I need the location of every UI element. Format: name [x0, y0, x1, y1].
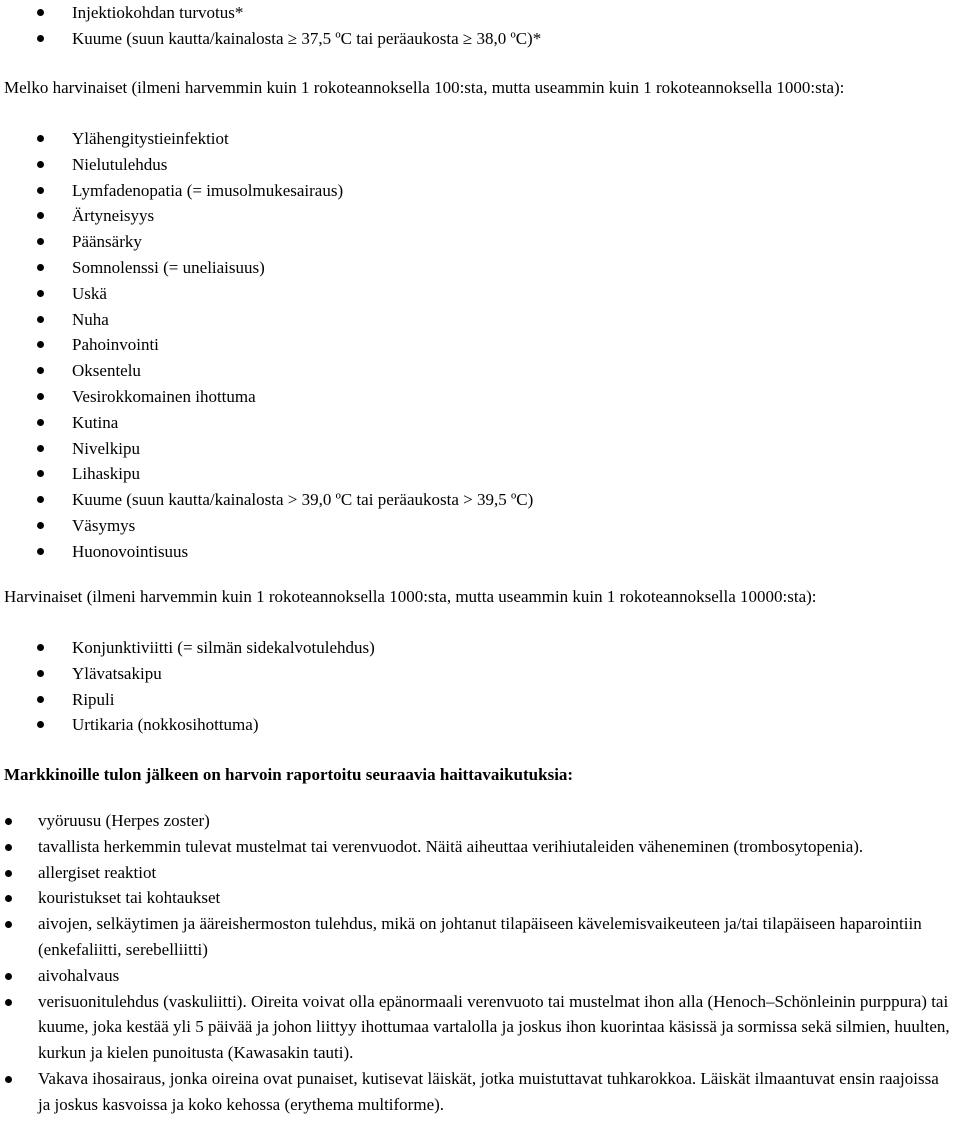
bullet-icon [37, 316, 44, 323]
list-item: Nielutulehdus [0, 152, 533, 178]
list-item: Lihaskipu [0, 461, 533, 487]
bullet-icon [5, 844, 12, 851]
bullet-icon [37, 721, 44, 728]
list-item: Huonovointisuus [0, 539, 533, 565]
bullet-icon [37, 187, 44, 194]
bullet-icon [5, 921, 12, 928]
postmarketing-side-effects-list [0, 808, 960, 1118]
bullet-icon [37, 445, 44, 452]
list-item: Ylähengitystieinfektiot [0, 126, 533, 152]
list-item: Kuume (suun kautta/kainalosta ≥ 37,5 ºC tai peräaukosta ≥ 38,0 ºC)* [0, 26, 541, 52]
list-item: Kuume (suun kautta/kainalosta > 39,0 ºC tai peräaukosta > 39,5 ºC) [0, 487, 533, 513]
list-item: Pahoinvointi [0, 332, 533, 358]
bullet-icon [37, 341, 44, 348]
list-item: Kutina [0, 410, 533, 436]
list-item: Urtikaria (nokkosihottuma) [0, 712, 375, 738]
bullet-icon [5, 818, 12, 825]
bullet-icon [37, 238, 44, 245]
bullet-icon [37, 393, 44, 400]
bullet-icon [37, 644, 44, 651]
rare-frequency-heading: Harvinaiset (ilmeni harvemmin kuin 1 rokoteannoksella 1000:sta, mutta useammin kuin 1 rokoteannoksella 10000:sta): [4, 587, 817, 606]
list-item: tavallista herkemmin tulevat mustelmat tai verenvuodot. Näitä aiheuttaa verihiutaleiden väheneminen (trombosytopenia). [0, 834, 960, 860]
list-item: Nivelkipu [0, 436, 533, 462]
list-item: Väsymys [0, 513, 533, 539]
postmarketing-heading: Markkinoille tulon jälkeen on harvoin raportoitu seuraavia haittavaikutuksia: [4, 765, 574, 784]
bullet-icon [37, 135, 44, 142]
list-item: Lymfadenopatia (= imusolmukesairaus) [0, 178, 533, 204]
bullet-icon [37, 696, 44, 703]
bullet-icon [5, 1076, 12, 1083]
uncommon-frequency-heading: Melko harvinaiset (ilmeni harvemmin kuin 1 rokoteannoksella 100:sta, mutta useammin kuin 1 rokoteannoksella 1000:sta): [4, 78, 845, 97]
list-item: Konjunktiviitti (= silmän sidekalvotulehdus) [0, 635, 375, 661]
list-item: Vakava ihosairaus, jonka oireina ovat punaiset, kutisevat läiskät, jotka muistuttavat tuhkarokkoa. Läiskät ilmaantuvat ensin raajoissa ja joskus kasvoissa ja koko kehossa (erythema multiforme). [0, 1066, 960, 1118]
bullet-icon [5, 999, 12, 1006]
bullet-icon [37, 264, 44, 271]
bullet-icon [37, 161, 44, 168]
bullet-icon [37, 548, 44, 555]
list-item: Oksentelu [0, 358, 533, 384]
bullet-icon [37, 290, 44, 297]
list-item: Ripuli [0, 687, 375, 713]
list-item: Somnolenssi (= uneliaisuus) [0, 255, 533, 281]
list-item: verisuonitulehdus (vaskuliitti). Oireita voivat olla epänormaali verenvuoto tai mustelmat ihon alla (Henoch–Schönleinin purppura) tai kuume, joka kestää yli 5 päivää ja johon liittyy ihottumaa vartalolla ja joskus ihon kuorintaa käsissä ja sormissa sekä silmien, huulten, kurkun ja kielen punoitusta (Kawasakin tauti). [0, 989, 960, 1066]
list-item: allergiset reaktiot [0, 860, 960, 886]
uncommon-side-effects-list [0, 126, 533, 565]
list-item: vyöruusu (Herpes zoster) [0, 808, 960, 834]
bullet-icon [37, 9, 44, 16]
list-item: Nuha [0, 307, 533, 333]
bullet-icon [37, 670, 44, 677]
bullet-icon [37, 212, 44, 219]
list-item: aivohalvaus [0, 963, 960, 989]
bullet-icon [37, 470, 44, 477]
list-item: Uskä [0, 281, 533, 307]
bullet-icon [5, 973, 12, 980]
bullet-icon [37, 419, 44, 426]
side-effects-list-top [0, 0, 541, 52]
list-item: aivojen, selkäytimen ja ääreishermoston tulehdus, mikä on johtanut tilapäiseen kävelemisvaikeuteen ja/tai tilapäiseen haparointiin (enkefaliitti, serebelliitti) [0, 911, 960, 963]
bullet-icon [37, 35, 44, 42]
list-item: Ylävatsakipu [0, 661, 375, 687]
bullet-icon [37, 522, 44, 529]
list-item: Injektiokohdan turvotus* [0, 0, 541, 26]
rare-side-effects-list [0, 635, 375, 738]
bullet-icon [5, 870, 12, 877]
list-item: Vesirokkomainen ihottuma [0, 384, 533, 410]
bullet-icon [37, 367, 44, 374]
list-item: kouristukset tai kohtaukset [0, 885, 960, 911]
bullet-icon [5, 895, 12, 902]
list-item: Ärtyneisyys [0, 203, 533, 229]
bullet-icon [37, 496, 44, 503]
list-item: Päänsärky [0, 229, 533, 255]
